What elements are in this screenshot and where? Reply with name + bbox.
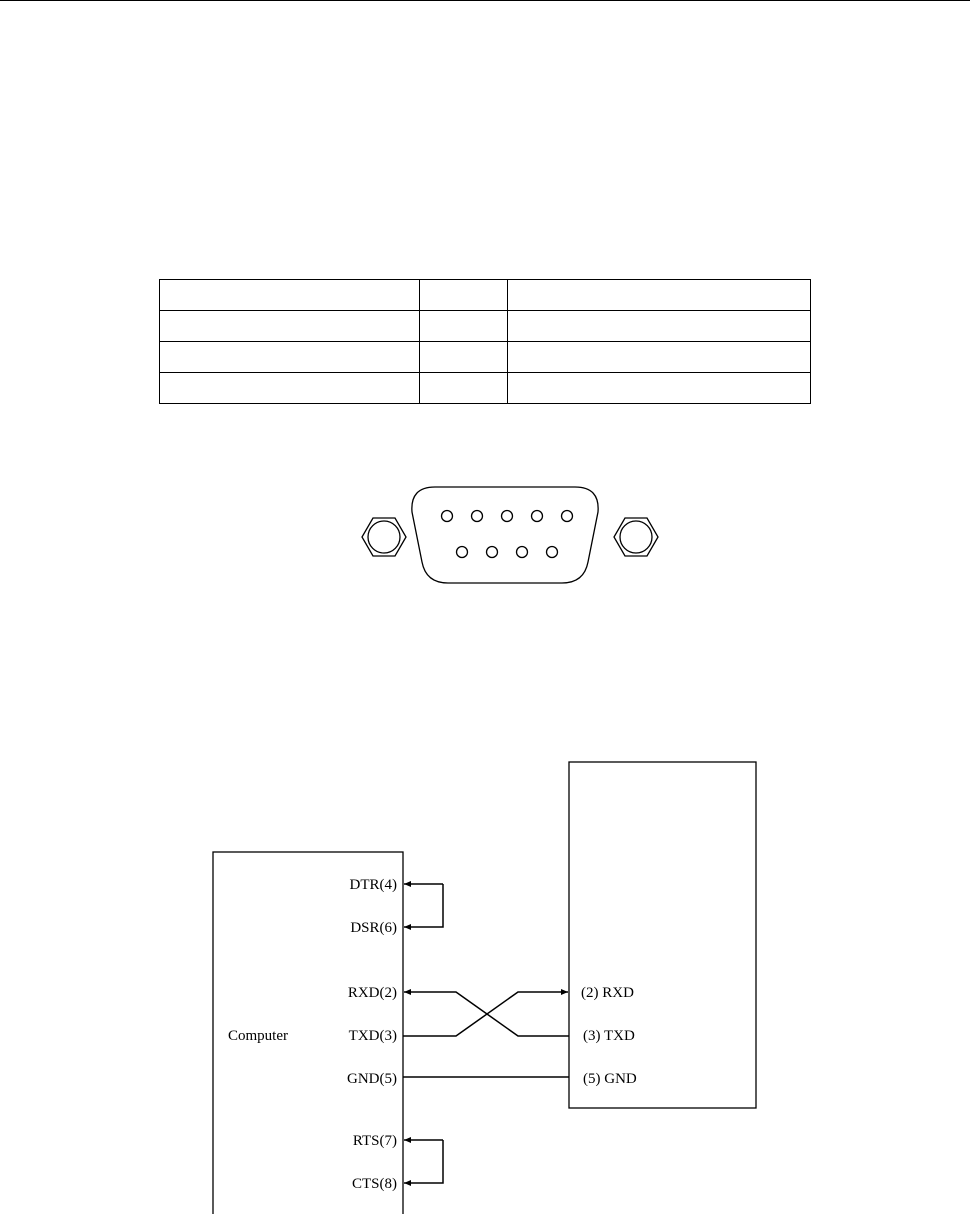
pin-label-rxd: RXD(2) (347, 985, 397, 1001)
connector-shell (412, 487, 598, 583)
device-pin-gnd: (5) GND (583, 1071, 637, 1087)
left-screw-icon (362, 518, 406, 556)
computer-txd-to-device-rxd (403, 992, 568, 1036)
pin-label-cts: CTS(8) (352, 1176, 397, 1192)
right-screw-icon (614, 518, 658, 556)
rts-cts-loopback (404, 1140, 443, 1183)
db9-connector-icon (362, 487, 658, 583)
device-box (569, 762, 756, 1108)
pin-label-dtr: DTR(4) (349, 877, 397, 893)
pin-label-gnd: GND(5) (347, 1071, 397, 1087)
wiring-diagram (213, 762, 756, 1214)
pin-label-dsr: DSR(6) (350, 920, 397, 936)
device-pin-rxd: (2) RXD (581, 985, 634, 1001)
dtr-dsr-loopback (404, 884, 443, 927)
connector-pins (442, 511, 573, 558)
pin-label-txd: TXD(3) (348, 1028, 397, 1044)
computer-label: Computer (228, 1028, 288, 1044)
device-pin-txd: (3) TXD (583, 1028, 635, 1044)
pin-label-rts: RTS(7) (352, 1133, 397, 1149)
